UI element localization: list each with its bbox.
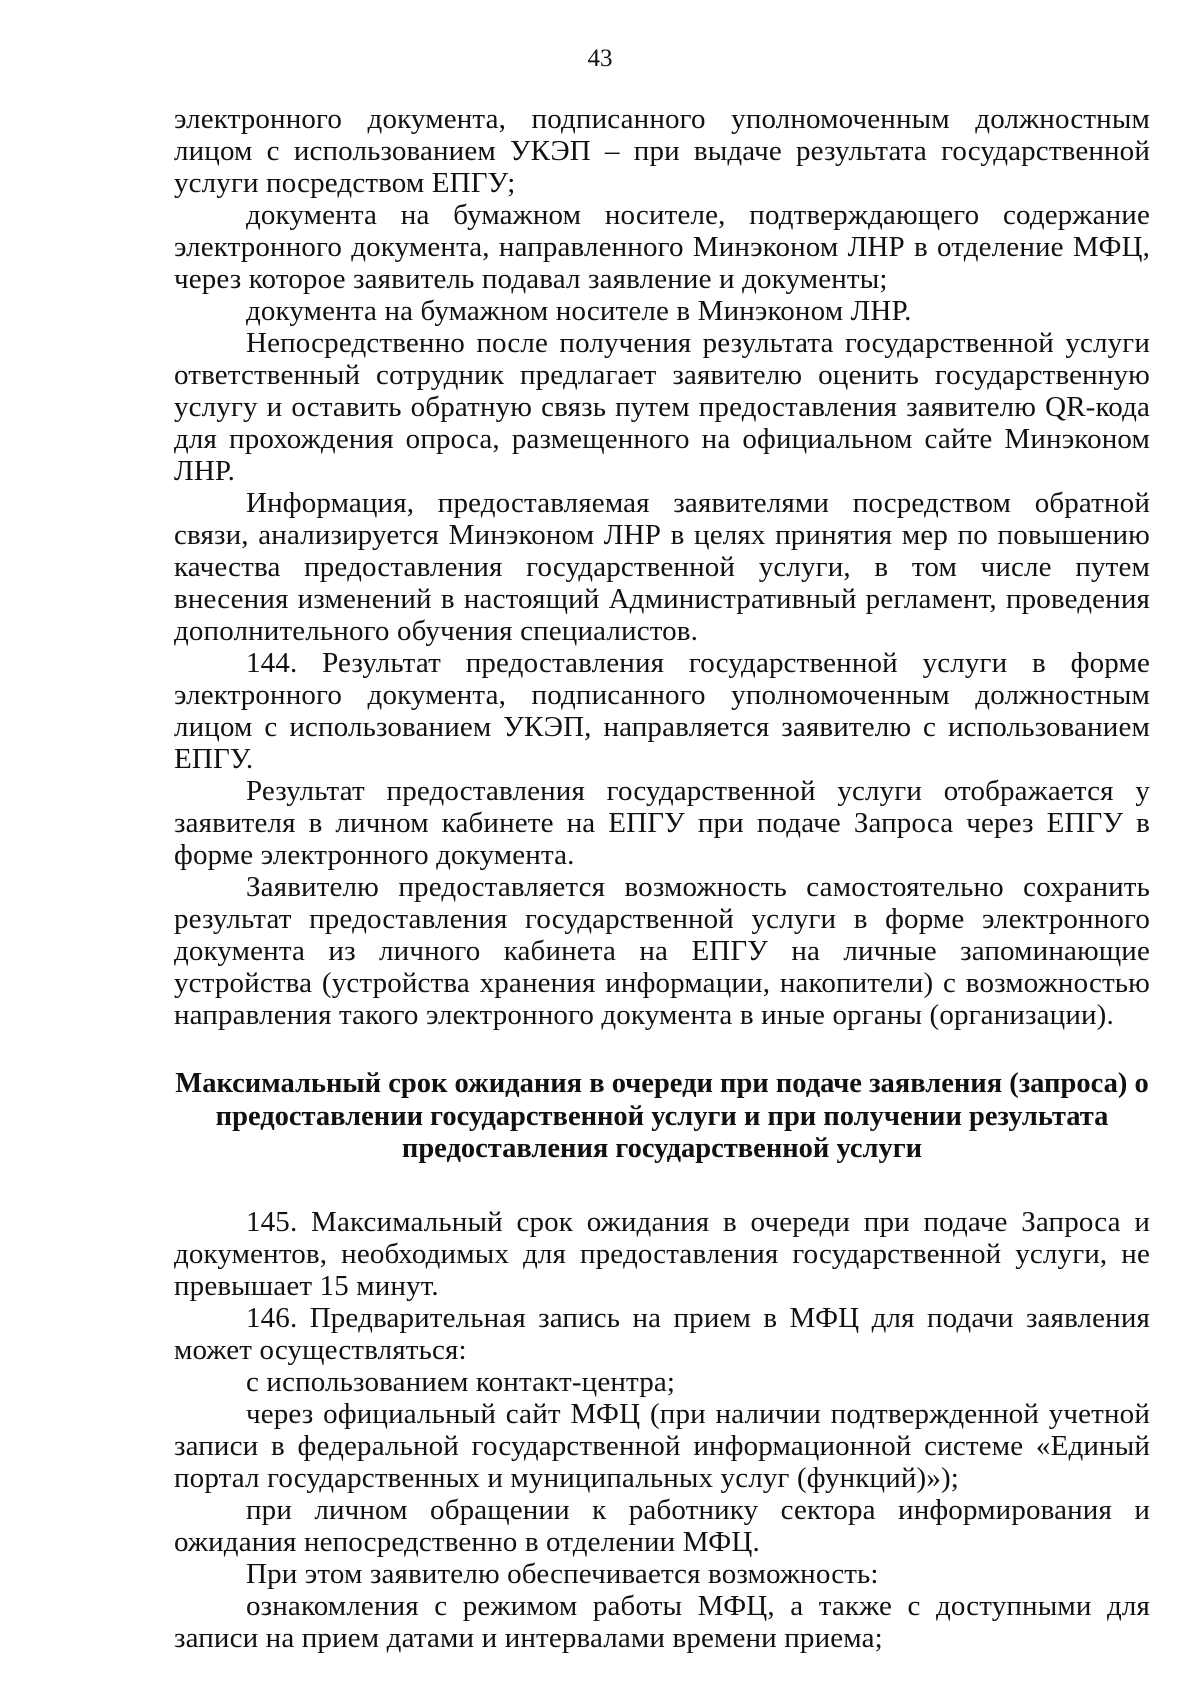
paragraph-result-display: Результат предоставления государственной услуги отображается у заявителя в личном кабинете на ЕПГУ при подаче Запроса через ЕПГУ в форме электронного документа. [174,775,1150,871]
list-item-personal-visit: при личном обращении к работнику сектора информирования и ожидания непосредственно в отделении МФЦ. [174,1493,1150,1558]
section-heading: Максимальный срок ожидания в очереди при подаче заявления (запроса) о предоставлении государственной услуги и при получении результата предоставления государственной услуги [175,1068,1149,1164]
paragraph-144: 144. Результат предоставления государственной услуги в форме электронного документа, подписанного уполномоченным должностным лицом с использованием УКЭП, направляется заявителю с использованием ЕПГУ. [174,647,1150,775]
list-item-schedule-review: ознакомления с режимом работы МФЦ, а также с доступными для записи на прием датами и интервалами времени приема; [174,1589,1150,1654]
paragraph-paper-document-ministry: документа на бумажном носителе в Минэконом ЛНР. [246,295,912,327]
paragraph-paper-document-mfc: документа на бумажном носителе, подтверждающего содержание электронного документа, направленного Минэконом ЛНР в отделение МФЦ, через которое заявитель подавал заявление и документы; [174,199,1150,295]
document-body [174,103,1150,1654]
list-item-contact-center: с использованием контакт-центра; [246,1365,676,1398]
paragraph-result-save: Заявителю предоставляется возможность самостоятельно сохранить результат предоставления государственной услуги в форме электронного документа из личного кабинета на ЕПГУ на личные запоминающие устройства (устройства хранения информации, накопители) с возможностью направления такого электронного документа в иные органы (организации). [174,871,1150,1031]
page-number: 43 [587,45,613,72]
paragraph-feedback-qr-code: Непосредственно после получения результата государственной услуги ответственный сотрудник предлагает заявителю оценить государственную услугу и оставить обратную связь путем предоставления заявителю QR-кода для прохождения опроса, размещенного на официальном сайте Минэконом ЛНР. [174,327,1150,487]
paragraph-epgu-electronic-document: электронного документа, подписанного уполномоченным должностным лицом с использованием УКЭП – при выдаче результата государственной услуги посредством ЕПГУ; [174,103,1150,199]
paragraph-146: 146. Предварительная запись на прием в МФЦ для подачи заявления может осуществляться: [174,1301,1150,1366]
paragraph-feedback-analysis: Информация, предоставляемая заявителями посредством обратной связи, анализируется Минэконом ЛНР в целях принятия мер по повышению качества предоставления государственной услуги, в том числе путем внесения изменений в настоящий Административный регламент, проведения дополнительного обучения специалистов. [174,487,1150,647]
paragraph-145: 145. Максимальный срок ожидания в очереди при подаче Запроса и документов, необходимых для предоставления государственной услуги, не превышает 15 минут. [174,1205,1150,1302]
paragraph-applicant-opportunity: При этом заявителю обеспечивается возможность: [246,1557,879,1590]
list-item-official-site: через официальный сайт МФЦ (при наличии подтвержденной учетной записи в федеральной государственной информационной системе «Единый портал государственных и муниципальных услуг (функций)»); [174,1397,1150,1494]
